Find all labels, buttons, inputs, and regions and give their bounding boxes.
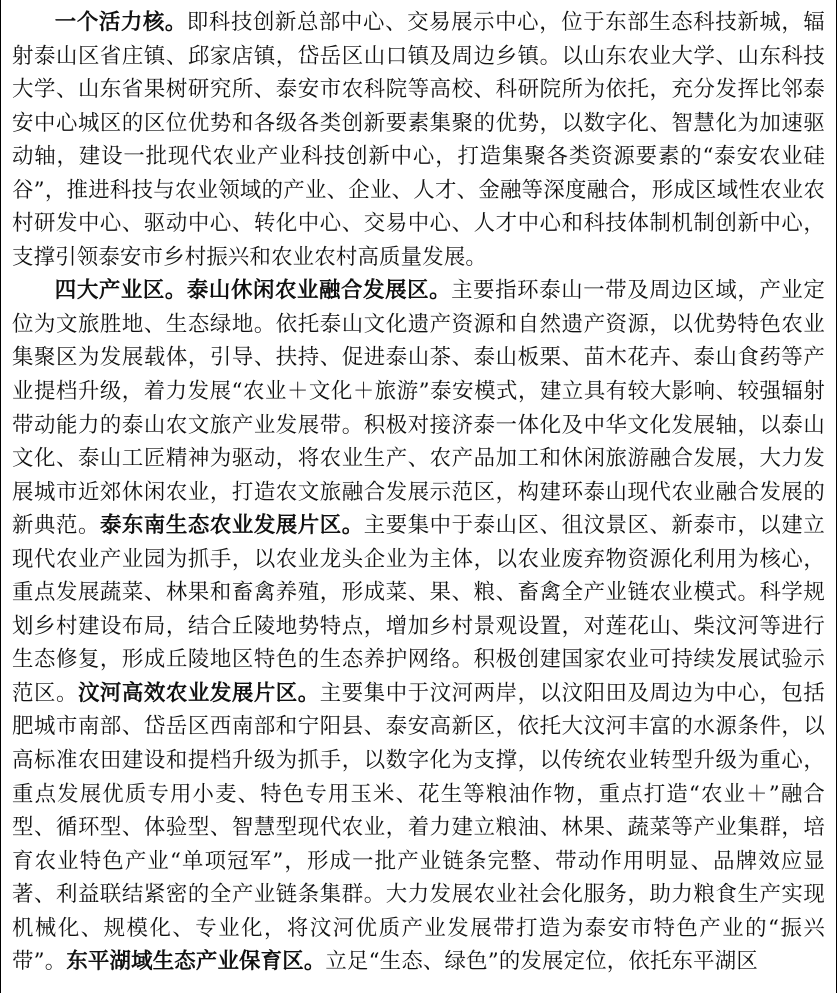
segment-text: 立足“生态、绿色”的发展定位，依托东平湖区 xyxy=(325,949,758,975)
paragraph-activity-core xyxy=(12,6,825,274)
subheading-wenhe-zone: 汶河高效农业发展片区。 xyxy=(77,680,320,706)
paragraph-body: 即科技创新总部中心、交易展示中心，位于东部生态科技新城，辐射泰山区省庄镇、邱家店镇，岱岳区山口镇及周边乡镇。以山东农业大学、山东科技大学、山东省果树研究所、泰安市农科院等高校、科研院所为依托，充分发挥比邻泰安中心城区的区位优势和各级各类创新要素集聚的优势，以数字化、智慧化为加速驱动轴，建设一批现代农业产业科技创新中心，打造集聚各类资源要素的“泰安农业硅谷”，推进科技与农业领域的产业、企业、人才、金融等深度融合，形成区域性农业农村研发中心、驱动中心、转化中心、交易中心、人才中心和科技体制机制创新中心，支撑引领泰安市乡村振兴和农业农村高质量发展。 xyxy=(12,10,825,270)
subheading-dongping-zone: 东平湖域生态产业保育区。 xyxy=(66,949,326,975)
segment-text: 主要集中于泰山区、徂汶景区、新泰市，以建立现代农业产业园为抓手，以农业龙头企业为主体，以农业废弃物资源化利用为核心，重点发展蔬菜、林果和畜禽养殖，形成菜、果、粮、畜禽全产业链农业模式。科学规划乡村建设布局，结合丘陵地势特点，增加乡村景观设置，对莲花山、柴汶河等进行生态修复，形成丘陵地区特色的生态养护网络。积极创建国家农业可持续发展试验示范区。 xyxy=(12,513,825,706)
paragraph-four-zones xyxy=(12,274,825,978)
document-body xyxy=(12,6,825,979)
heading-four-zones: 四大产业区。 xyxy=(54,278,187,304)
segment-text: 主要集中于汶河两岸，以汶阳田及周边为中心，包括肥城市南部、岱岳区西南部和宁阳县、泰安高新区，依托大汶河丰富的水源条件，以高标准农田建设和提档升级为抓手，以数字化为支撑，以传统农业转型升级为重心，重点发展优质专用小麦、特色专用玉米、花生等粮油作物，重点打造“农业＋”融合型、循环型、体验型、智慧型现代农业，着力建立粮油、林果、蔬菜等产业集群，培育农业特色产业“单项冠军”，形成一批产业链条完整、带动作用明显、品牌效应显著、利益联结紧密的全产业链条集群。大力发展农业社会化服务，助力粮食生产实现机械化、规模化、专业化，将汶河优质产业发展带打造为泰安市特色产业的“振兴带”。 xyxy=(12,680,825,975)
subheading-taishan-zone: 泰山休闲农业融合发展区。 xyxy=(186,278,452,304)
subheading-southeast-zone: 泰东南生态农业发展片区。 xyxy=(99,513,364,539)
heading-activity-core: 一个活力核。 xyxy=(54,10,187,35)
segment-text: 主要指环泰山一带及周边区域，产业定位为文旅胜地、生态绿地。依托泰山文化遗产资源和自然遗产资源，以优势特色农业集聚区为发展载体，引导、扶持、促进泰山茶、泰山板栗、苗木花卉、泰山食药等产业提档升级，着力发展“农业＋文化＋旅游”泰安模式，建立具有较大影响、较强辐射带动能力的泰山农文旅产业发展带。积极对接济泰一体化及中华文化发展轴，以泰山文化、泰山工匠精神为驱动，将农业生产、农产品加工和休闲旅游融合发展，大力发展城市近郊休闲农业，打造农文旅融合发展示范区，构建环泰山现代农业融合发展的新典范。 xyxy=(12,278,825,539)
